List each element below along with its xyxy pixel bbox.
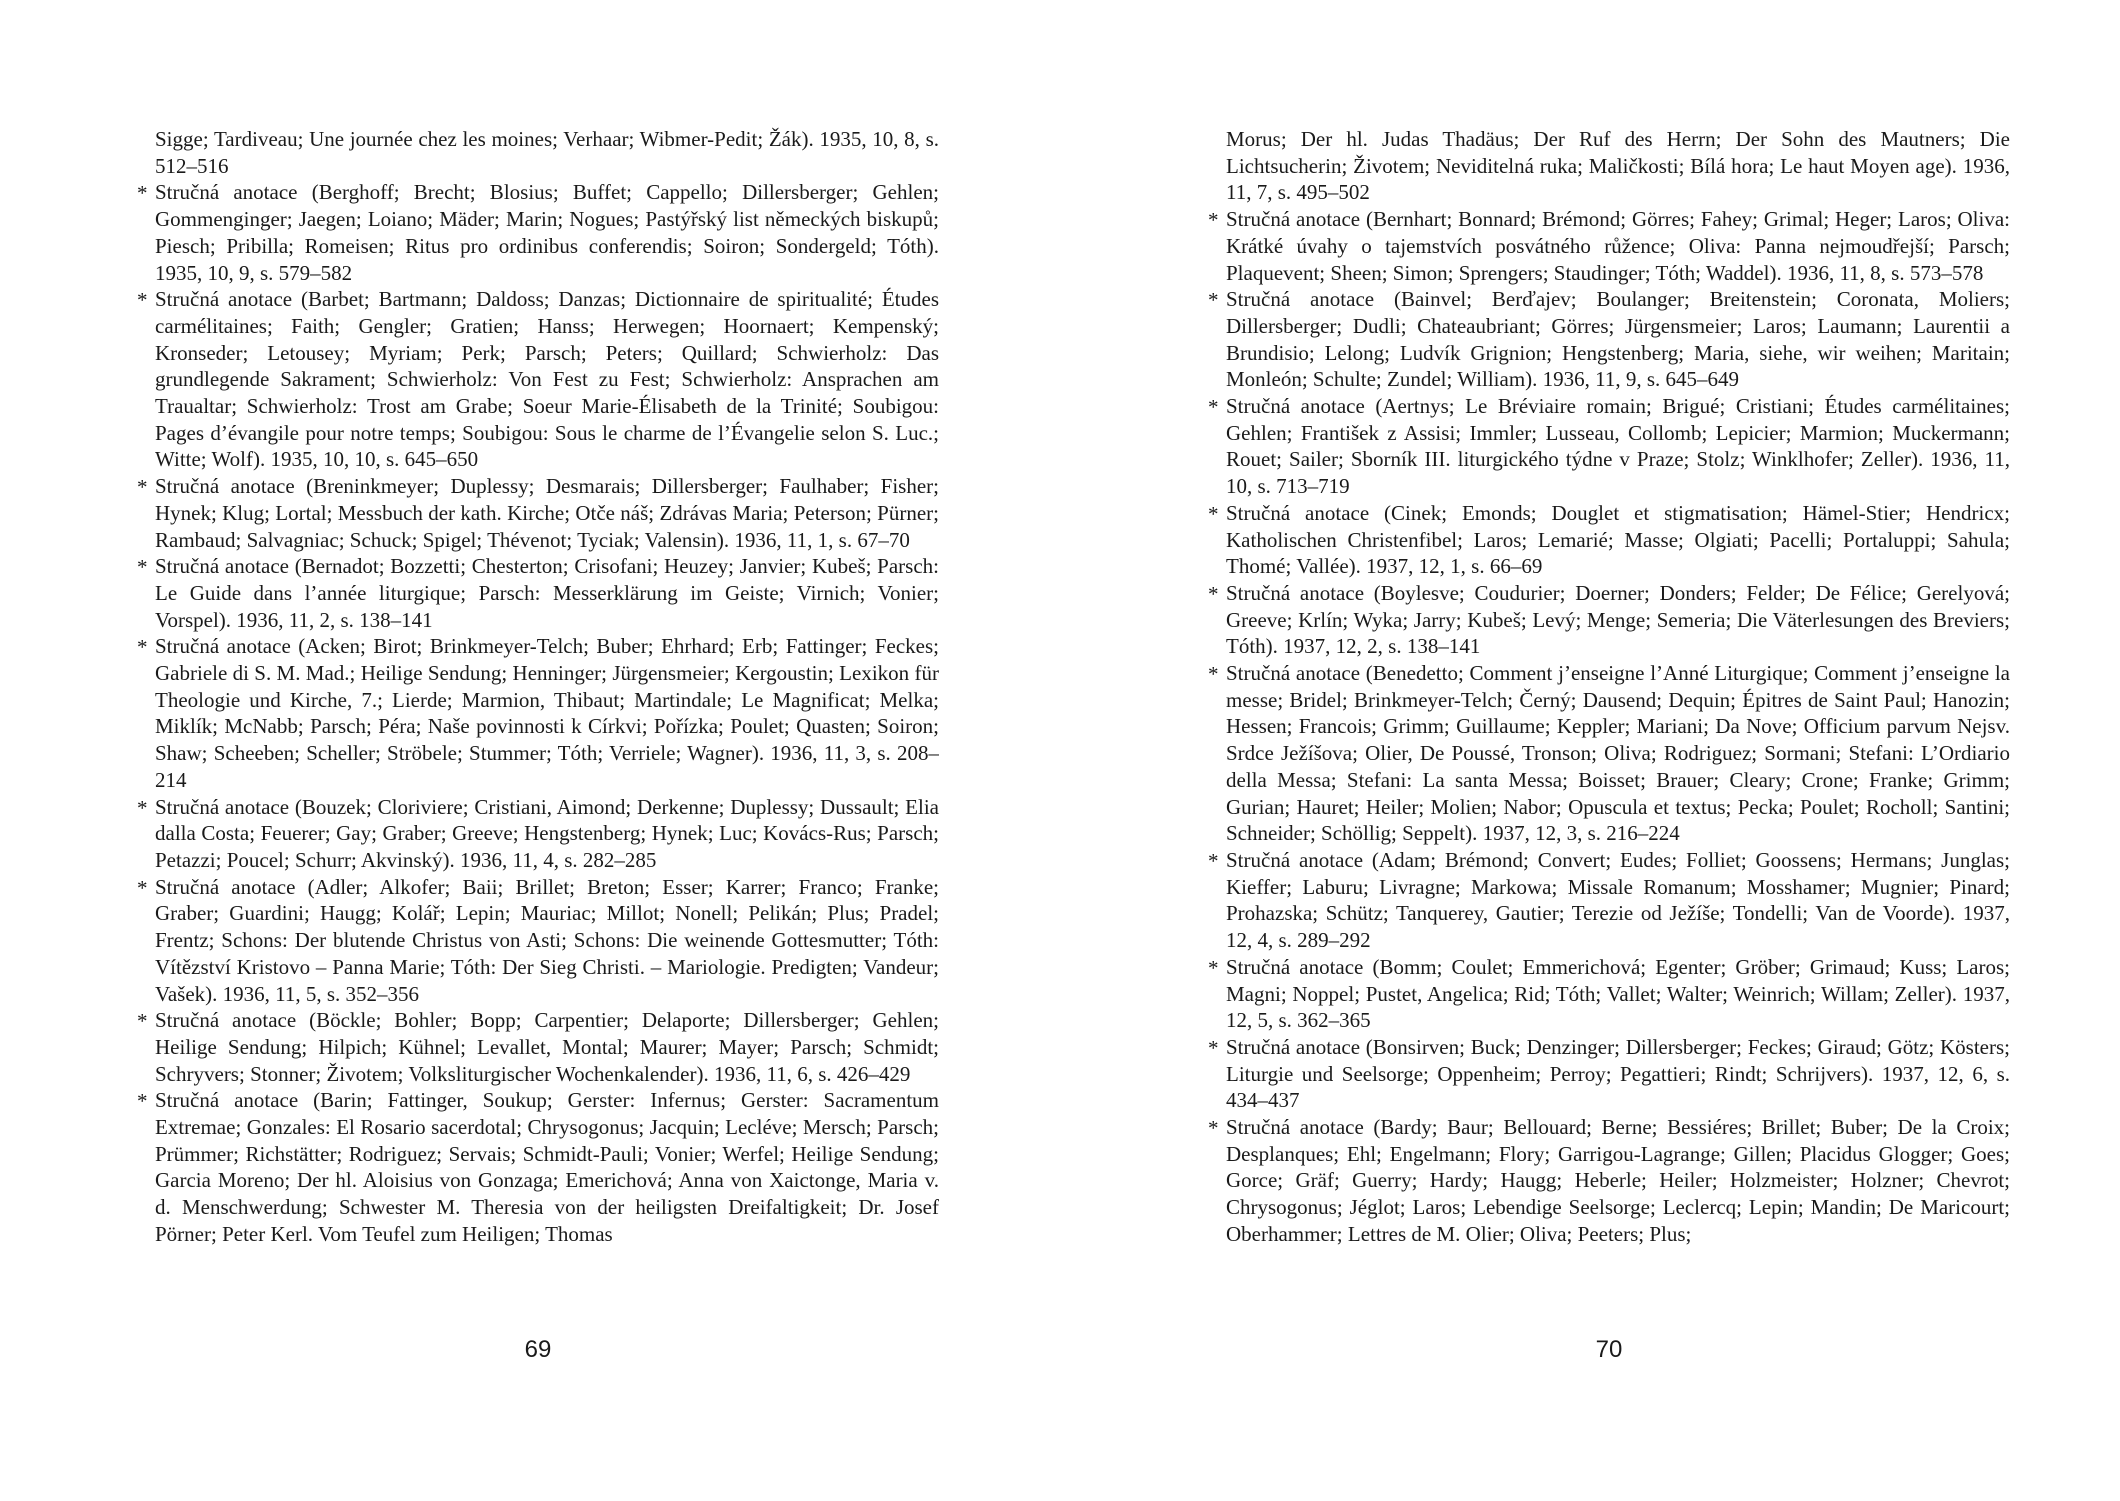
entry-marker: * — [137, 288, 148, 313]
entry-marker: * — [137, 635, 148, 660]
entry-marker: * — [1208, 501, 1219, 526]
list-item — [1208, 847, 2010, 954]
list-item — [137, 874, 939, 1008]
list-item — [137, 286, 939, 473]
entry-text: Stručná anotace (Bardy; Baur; Bellouard; Berne; Bessiéres; Brillet; Buber; De la Croix; Desplanques; Ehl; Engelmann; Flory; Garrigou-Lagrange; Gillen; Placidus Glogger; Goes; Gorce; Gräf; Guerry; Hardy; Haugg; Heberle; Heiler; Holzmeister; Holzner; Chevrot; Chrysogonus; Jéglot; Laros; Lebendige Seelsorge; Leclercq; Lepin; Mandin; De Maricourt; Oberhammer; Lettres de M. Olier; Oliva; Peeters; Plus; — [1226, 1115, 2010, 1246]
entry-marker: * — [137, 181, 148, 206]
entry-text: Sigge; Tardiveau; Une journée chez les moines; Verhaar; Wibmer-Pedit; Žák). 1935, 10, 8, s. 512–516 — [155, 127, 939, 178]
entry-text: Stručná anotace (Barin; Fattinger, Soukup; Gerster: Infernus; Gerster: Sacramentum Extremae; Gonzales: El Rosario sacerdotal; Chrysogonus; Jacquin; Lecléve; Mersch; Parsch; Prümmer; Richstätter; Rodriguez; Servais; Schmidt-Pauli; Vonier; Werfel; Heilige Sendung; Garcia Moreno; Der hl. Aloisius von Gonzaga; Emerichová; Anna von Xaictonge, Maria v. d. Menschwerdung; Schwester M. Theresia von der heiligsten Dreifaltigkeit; Dr. Josef Pörner; Peter Kerl. Vom Teufel zum Heiligen; Thomas — [155, 1088, 939, 1246]
list-item — [1208, 126, 2010, 206]
entry-marker: * — [137, 1009, 148, 1034]
list-item — [1208, 954, 2010, 1034]
entry-text: Stručná anotace (Acken; Birot; Brinkmeyer-Telch; Buber; Ehrhard; Erb; Fattinger; Feckes; Gabriele di S. M. Mad.; Heilige Sendung; Henninger; Jürgensmeier; Kergoustin; Lexikon für Theologie und Kirche, 7.; Lierde; Marmion, Thibaut; Martindale; Le Magnificat; Melka; Miklík; McNabb; Parsch; Péra; Naše povinnosti k Církvi; Pořízka; Poulet; Quasten; Soiron; Shaw; Scheeben; Scheller; Ströbele; Stummer; Tóth; Verriele; Wagner). 1936, 11, 3, s. 208–214 — [155, 634, 939, 792]
entry-marker: * — [1208, 848, 1219, 873]
list-item — [1208, 286, 2010, 393]
list-item — [137, 1007, 939, 1087]
list-item — [1208, 206, 2010, 286]
entry-list — [137, 126, 939, 1331]
list-item — [1208, 1034, 2010, 1114]
left-page — [137, 126, 939, 1366]
entry-marker: * — [1208, 208, 1219, 233]
entry-text: Stručná anotace (Bomm; Coulet; Emmerichová; Egenter; Gröber; Grimaud; Kuss; Laros; Magni; Noppel; Pustet, Angelica; Rid; Tóth; Vallet; Walter; Weinrich; Willam; Zeller). 1937, 12, 5, s. 362–365 — [1226, 954, 2010, 1033]
entry-marker: * — [1208, 662, 1219, 687]
entry-marker: * — [1208, 1116, 1219, 1141]
list-item — [137, 126, 939, 179]
list-item — [1208, 660, 2010, 847]
entry-marker: * — [137, 555, 148, 580]
entry-marker: * — [137, 475, 148, 500]
list-item — [1208, 1114, 2010, 1248]
entry-marker: * — [1208, 581, 1219, 606]
entry-text: Stručná anotace (Bainvel; Berďajev; Boulanger; Breitenstein; Coronata, Moliers; Dillersberger; Dudli; Chateaubriant; Görres; Jürgensmeier; Laros; Laumann; Laurentii a Brundisio; Lelong; Ludvík Grignion; Hengstenberg; Maria, siehe, wir weihen; Maritain; Monleón; Schulte; Zundel; William). 1936, 11, 9, s. 645–649 — [1226, 287, 2010, 392]
list-item — [137, 794, 939, 874]
list-item — [1208, 580, 2010, 660]
entry-text: Morus; Der hl. Judas Thadäus; Der Ruf des Herrn; Der Sohn des Mautners; Die Lichtsucherin; Životem; Neviditelná ruka; Maličkosti; Bílá hora; Le haut Moyen age). 1936, 11, 7, s. 495–502 — [1226, 127, 2010, 205]
list-item — [137, 553, 939, 633]
entry-text: Stručná anotace (Adam; Brémond; Convert; Eudes; Folliet; Goossens; Hermans; Junglas; Kieffer; Laburu; Livragne; Markowa; Missale Romanum; Mosshamer; Mugnier; Pinard; Prohazska; Schütz; Tanquerey, Gautier; Terezie od Ježíše; Tondelli; Van de Voorde). 1937, 12, 4, s. 289–292 — [1226, 847, 2010, 953]
page-number: 70 — [1595, 1336, 1623, 1363]
entry-text: Stručná anotace (Boylesve; Coudurier; Doerner; Donders; Felder; De Félice; Gerelyová; Greeve; Krlín; Wyka; Jarry; Kubeš; Levý; Menge; Semeria; Die Väterlesungen des Breviers; Tóth). 1937, 12, 2, s. 138–141 — [1226, 580, 2010, 659]
entry-marker: * — [1208, 955, 1219, 980]
right-page — [1208, 126, 2010, 1366]
entry-text: Stručná anotace (Barbet; Bartmann; Daldoss; Danzas; Dictionnaire de spiritualité; Études carmélitaines; Faith; Gengler; Gratien; Hanss; Herwegen; Hoornaert; Kempenský; Kronseder; Letousey; Myriam; Perk; Parsch; Peters; Quillard; Schwierholz: Das grundlegende Sakrament; Schwierholz: Von Fest zu Fest; Schwierholz: Ansprachen am Traualtar; Schwierholz: Trost am Grabe; Soeur Marie-Élisabeth de la Trinité; Soubigou: Pages d’évangile pour notre temps; Soubigou: Sous le charme de l’Évangelie selon S. Luc.; Witte; Wolf). 1935, 10, 10, s. 645–650 — [155, 287, 939, 472]
entry-marker: * — [1208, 1035, 1219, 1060]
list-item — [137, 179, 939, 286]
entry-text: Stručná anotace (Bernhart; Bonnard; Brémond; Görres; Fahey; Grimal; Heger; Laros; Oliva: Krátké úvahy o tajemstvích posvátného růžence; Oliva: Panna nejmoudřejší; Parsch; Plaquevent; Sheen; Simon; Sprengers; Staudinger; Tóth; Waddel). 1936, 11, 8, s. 573–578 — [1226, 207, 2010, 285]
entry-marker: * — [137, 795, 148, 820]
entry-text: Stručná anotace (Berghoff; Brecht; Blosius; Buffet; Cappello; Dillersberger; Gehlen; Gommenginger; Jaegen; Loiano; Mäder; Marin; Nogues; Pastýřský list německých biskupů; Piesch; Pribilla; Romeisen; Ritus pro ordinibus conferendis; Soiron; Sondergeld; Tóth). 1935, 10, 9, s. 579–582 — [155, 180, 939, 285]
list-item — [137, 1087, 939, 1247]
list-item — [137, 633, 939, 793]
entry-text: Stručná anotace (Breninkmeyer; Duplessy; Desmarais; Dillersberger; Faulhaber; Fisher; Hynek; Klug; Lortal; Messbuch der kath. Kirche; Otče náš; Zdrávas Maria; Peterson; Pürner; Rambaud; Salvagniac; Schuck; Spigel; Thévenot; Tyciak; Valensin). 1936, 11, 1, s. 67–70 — [155, 474, 939, 552]
entry-text: Stručná anotace (Bonsirven; Buck; Denzinger; Dillersberger; Feckes; Giraud; Götz; Kösters; Liturgie und Seelsorge; Oppenheim; Perroy; Pegattieri; Rindt; Schrijvers). 1937, 12, 6, s. 434–437 — [1226, 1034, 2010, 1113]
entry-marker: * — [137, 1089, 148, 1114]
entry-text: Stručná anotace (Böckle; Bohler; Bopp; Carpentier; Delaporte; Dillersberger; Gehlen; Heilige Sendung; Hilpich; Kühnel; Levallet, Montal; Maurer; Mayer; Parsch; Schmidt; Schryvers; Stonner; Životem; Volksliturgischer Wochenkalender). 1936, 11, 6, s. 426–429 — [155, 1008, 939, 1086]
entry-text: Stručná anotace (Adler; Alkofer; Baii; Brillet; Breton; Esser; Karrer; Franco; Franke; Graber; Guardini; Haugg; Kolář; Lepin; Mauriac; Millot; Nonell; Pelikán; Plus; Pradel; Frentz; Schons: Der blutende Christus von Asti; Schons: Die weinende Gottesmutter; Tóth: Vítězství Kristovo – Panna Marie; Tóth: Der Sieg Christi. – Mariologie. Predigten; Vandeur; Vašek). 1936, 11, 5, s. 352–356 — [155, 874, 939, 1006]
entry-marker: * — [137, 875, 148, 900]
page-number: 69 — [524, 1336, 552, 1363]
list-item — [1208, 500, 2010, 580]
entry-text: Stručná anotace (Bouzek; Cloriviere; Cristiani, Aimond; Derkenne; Duplessy; Dussault; Elia dalla Costa; Feuerer; Gay; Graber; Greeve; Hengstenberg; Hynek; Luc; Kovács-Rus; Parsch; Petazzi; Poucel; Schurr; Akvinský). 1936, 11, 4, s. 282–285 — [155, 794, 939, 872]
list-item — [1208, 393, 2010, 500]
entry-text: Stručná anotace (Benedetto; Comment j’enseigne l’Anné Liturgique; Comment j’enseigne la messe; Bridel; Brinkmeyer-Telch; Černý; Dausend; Dequin; Épitres de Saint Paul; Hanozin; Hessen; Francois; Grimm; Guillaume; Keppler; Mariani; Da Nove; Officium parvum Nejsv. Srdce Ježíšova; Olier, De Poussé, Tronson; Oliva; Rodriguez; Sormani; Stefani: L’Ordiario della Messa; Stefani: La santa Messa; Boisset; Brauer; Cleary; Crone; Franke; Grimm; Gurian; Hauret; Heiler; Molien; Nabor; Opuscula et textus; Pecka; Poulet; Rocholl; Santini; Schneider; Schöllig; Seppelt). 1937, 12, 3, s. 216–224 — [1226, 661, 2010, 846]
entry-marker: * — [1208, 395, 1219, 420]
entry-text: Stručná anotace (Bernadot; Bozzetti; Chesterton; Crisofani; Heuzey; Janvier; Kubeš; Parsch: Le Guide dans l’année liturgique; Parsch: Messerklärung im Geiste; Virnich; Vonier; Vorspel). 1936, 11, 2, s. 138–141 — [155, 554, 939, 632]
entry-text: Stručná anotace (Aertnys; Le Bréviaire romain; Brigué; Cristiani; Études carmélitaines; Gehlen; František z Assisi; Immler; Lusseau, Collomb; Lepicier; Marmion; Muckermann; Rouet; Sailer; Sborník III. liturgického týdne v Praze; Stolz; Winklhofer; Zeller). 1936, 11, 10, s. 713–719 — [1226, 394, 2010, 499]
list-item — [137, 473, 939, 553]
entry-marker: * — [1208, 288, 1219, 313]
entry-text: Stručná anotace (Cinek; Emonds; Douglet et stigmatisation; Hämel-Stier; Hendricx; Katholischen Christenfibel; Laros; Lemarié; Masse; Olgiati; Pacelli; Portaluppi; Sahula; Thomé; Vallée). 1937, 12, 1, s. 66–69 — [1226, 500, 2010, 579]
entry-list — [1208, 126, 2010, 1331]
